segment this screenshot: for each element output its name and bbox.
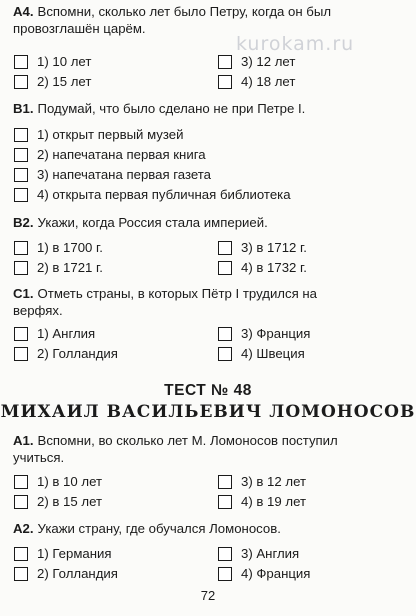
watermark: kurokam.ru <box>236 33 355 55</box>
checkbox[interactable] <box>218 567 232 581</box>
question-text-cont: учиться. <box>13 450 65 465</box>
answer-option[interactable] <box>14 493 102 510</box>
checkbox[interactable] <box>218 547 232 561</box>
checkbox[interactable] <box>218 475 232 489</box>
answer-label: 2) в 1721 г. <box>37 260 103 275</box>
question-text-cont: верфях. <box>13 303 63 318</box>
answer-option[interactable] <box>218 73 295 90</box>
answer-option[interactable] <box>218 325 310 342</box>
checkbox[interactable] <box>14 128 28 142</box>
answer-label: 2) 15 лет <box>37 74 92 89</box>
answer-label: 3) в 12 лет <box>241 474 307 489</box>
checkbox[interactable] <box>218 75 232 89</box>
checkbox[interactable] <box>218 347 232 361</box>
answer-option[interactable] <box>14 53 91 70</box>
answer-label: 1) Германия <box>37 546 112 561</box>
answer-option[interactable] <box>14 325 95 342</box>
test-title: ТЕСТ № 48 <box>164 382 252 399</box>
question-text: Вспомни, сколько лет было Петру, когда он был <box>37 4 332 19</box>
question-number: В1. <box>13 101 34 116</box>
answer-option[interactable] <box>14 146 206 163</box>
checkbox[interactable] <box>14 148 28 162</box>
answer-option[interactable] <box>218 473 306 490</box>
question-b2 <box>13 214 405 231</box>
checkbox[interactable] <box>14 495 28 509</box>
question-text: Вспомни, во сколько лет М. Ломоносов поступил <box>37 433 338 448</box>
answer-label: 1) открыт первый музей <box>37 127 184 142</box>
answer-label: 2) напечатана первая книга <box>37 147 206 162</box>
answer-option[interactable] <box>218 565 310 582</box>
answer-option[interactable] <box>218 239 307 256</box>
checkbox[interactable] <box>14 55 28 69</box>
question-a2 <box>13 520 405 537</box>
checkbox[interactable] <box>14 547 28 561</box>
question-c1 <box>13 285 405 319</box>
answer-label: 1) 10 лет <box>37 54 92 69</box>
checkbox[interactable] <box>14 327 28 341</box>
checkbox[interactable] <box>218 55 232 69</box>
question-a4 <box>13 3 405 37</box>
checkbox[interactable] <box>218 327 232 341</box>
answer-option[interactable] <box>218 259 307 276</box>
answer-label: 4) 18 лет <box>241 74 296 89</box>
answer-label: 2) в 15 лет <box>37 494 103 509</box>
answer-label: 1) Англия <box>37 326 96 341</box>
answer-label: 2) Голландия <box>37 346 118 361</box>
answer-option[interactable] <box>14 473 102 490</box>
question-number: С1. <box>13 286 34 301</box>
answer-label: 4) Швеция <box>241 346 305 361</box>
checkbox[interactable] <box>218 495 232 509</box>
checkbox[interactable] <box>14 347 28 361</box>
checkbox[interactable] <box>14 75 28 89</box>
checkbox[interactable] <box>14 475 28 489</box>
answer-label: 4) Франция <box>241 566 311 581</box>
answer-option[interactable] <box>14 239 103 256</box>
question-number: А2. <box>13 521 34 536</box>
question-number: А1. <box>13 433 34 448</box>
answer-label: 3) 12 лет <box>241 54 296 69</box>
question-b1 <box>13 100 405 117</box>
answer-label: 3) напечатана первая газета <box>37 167 211 182</box>
checkbox[interactable] <box>14 168 28 182</box>
checkbox[interactable] <box>14 261 28 275</box>
question-a1 <box>13 432 405 466</box>
answer-option[interactable] <box>14 345 118 362</box>
answer-label: 4) открыта первая публичная библиотека <box>37 187 291 202</box>
answer-label: 1) в 1700 г. <box>37 240 103 255</box>
answer-option[interactable] <box>218 493 306 510</box>
question-number: А4. <box>13 4 34 19</box>
answer-option[interactable] <box>14 166 211 183</box>
checkbox[interactable] <box>14 241 28 255</box>
answer-option[interactable] <box>14 186 291 203</box>
question-text: Отметь страны, в которых Пётр I трудился на <box>37 286 318 301</box>
answer-option[interactable] <box>14 259 103 276</box>
answer-option[interactable] <box>218 345 305 362</box>
answer-label: 4) в 1732 г. <box>241 260 307 275</box>
answer-label: 1) в 10 лет <box>37 474 103 489</box>
answer-label: 3) в 1712 г. <box>241 240 307 255</box>
checkbox[interactable] <box>14 188 28 202</box>
page-number: 72 <box>200 588 216 603</box>
answer-option[interactable] <box>14 73 91 90</box>
answer-label: 3) Англия <box>241 546 300 561</box>
question-text-cont: провозглашён царём. <box>13 21 146 36</box>
question-text: Подумай, что было сделано не при Петре I. <box>37 101 306 116</box>
answer-option[interactable] <box>14 565 118 582</box>
test-subtitle: МИХАИЛ ВАСИЛЬЕВИЧ ЛОМОНОСОВ <box>0 402 416 422</box>
checkbox[interactable] <box>218 261 232 275</box>
answer-option[interactable] <box>14 126 184 143</box>
question-text: Укажи страну, где обучался Ломоносов. <box>37 521 281 536</box>
question-number: В2. <box>13 215 34 230</box>
answer-label: 4) в 19 лет <box>241 494 307 509</box>
checkbox[interactable] <box>14 567 28 581</box>
answer-label: 3) Франция <box>241 326 311 341</box>
answer-label: 2) Голландия <box>37 566 118 581</box>
question-text: Укажи, когда Россия стала империей. <box>37 215 268 230</box>
checkbox[interactable] <box>218 241 232 255</box>
answer-option[interactable] <box>218 545 299 562</box>
answer-option[interactable] <box>14 545 112 562</box>
answer-option[interactable] <box>218 53 295 70</box>
